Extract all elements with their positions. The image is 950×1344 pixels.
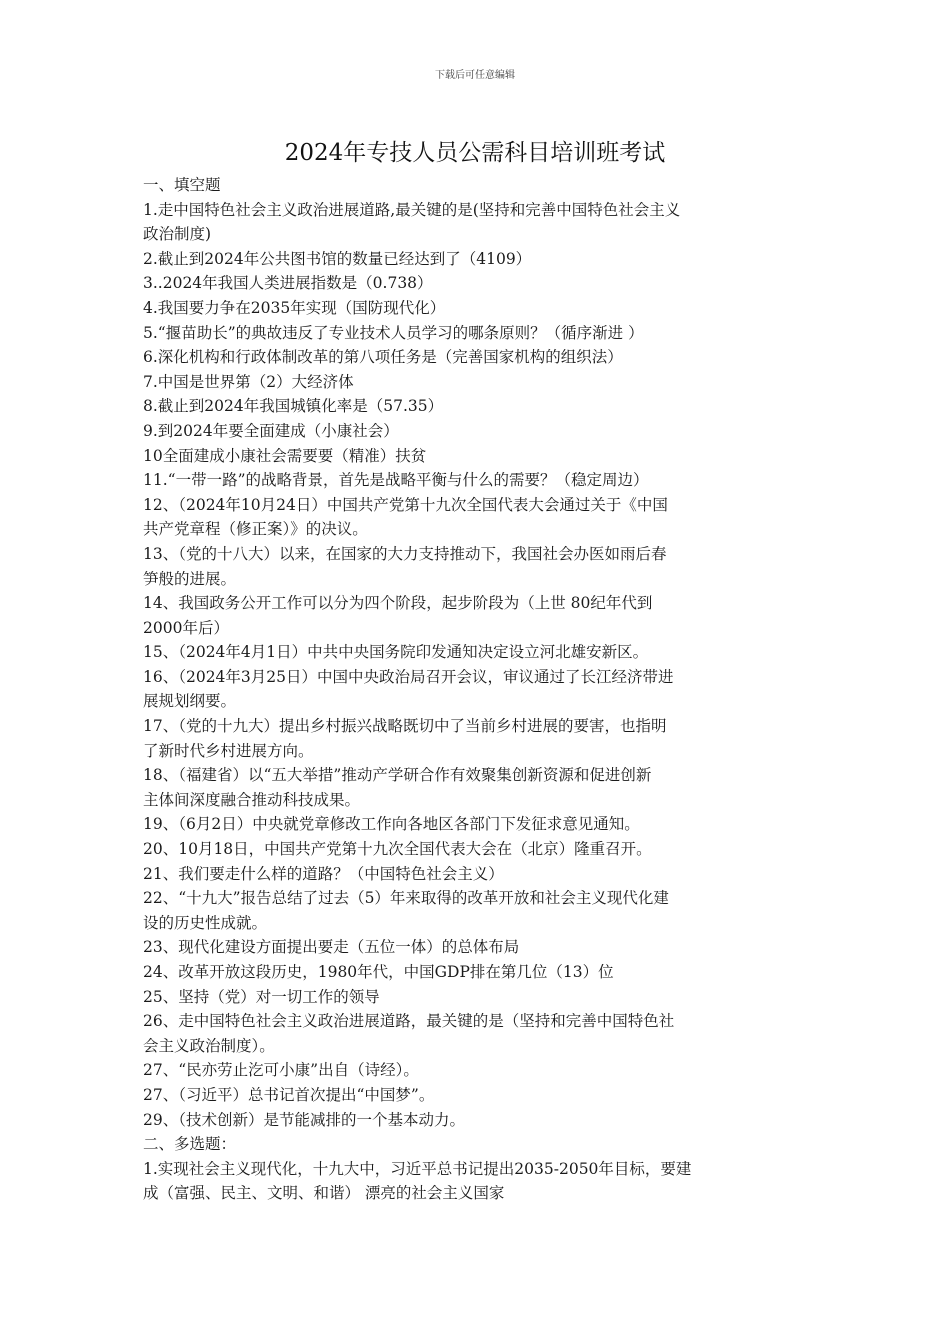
question-line: 14、我国政务公开工作可以分为四个阶段，起步阶段为（上世 80纪年代到	[143, 594, 653, 613]
question-line: 10全面建成小康社会需要要（精准）扶贫	[143, 446, 427, 465]
question-line: 设的历史性成就。	[143, 913, 268, 932]
question-line: 20、10月18日，中国共产党第十九次全国代表大会在（北京）隆重召开。	[143, 840, 652, 859]
section-heading: 一、填空题	[143, 176, 221, 194]
document-title: 2024年专技人员公需科目培训班考试	[284, 140, 666, 166]
question-line: 12、（2024年10月24日）中国共产党第十九次全国代表大会通过关于《中国	[143, 495, 668, 514]
question-line: 会主义政治制度）。	[143, 1036, 275, 1055]
question-line: 2.截止到2024年公共图书馆的数量已经达到了（4109）	[143, 249, 532, 268]
question-line: 18、（福建省）以“五大举措”推动产学研合作有效聚集创新资源和促进创新	[143, 766, 652, 785]
question-line: 25、坚持（党）对一切工作的领导	[143, 987, 380, 1006]
question-line: 展规划纲要。	[143, 692, 237, 711]
question-line: 11.“一带一路”的战略背景，首先是战略平衡与什么的需要？（稳定周边）	[143, 471, 649, 490]
question-line: 8.截止到2024年我国城镇化率是（57.35）	[143, 397, 444, 416]
question-line: 3..2024年我国人类进展指数是（0.738）	[143, 274, 433, 293]
question-line: 2000年后）	[143, 618, 229, 637]
question-line: 5.“揠苗助长”的典故违反了专业技术人员学习的哪条原则？（循序渐进 ）	[143, 323, 644, 342]
question-line: 27、“民亦劳止汔可小康”出自（诗经）。	[143, 1061, 419, 1080]
question-line: 27、（习近平）总书记首次提出“中国梦”。	[143, 1085, 435, 1104]
section-heading: 二、多选题：	[143, 1135, 237, 1154]
question-line: 15、（2024年4月1日）中共中央国务院印发通知决定设立河北雄安新区。	[143, 643, 649, 662]
question-line: 16、（2024年3月25日）中国中央政治局召开会议，审议通过了长江经济带进	[143, 667, 674, 686]
question-line: 4.我国要力争在2035年实现（国防现代化）	[143, 298, 446, 317]
question-line: 29、（技术创新）是节能减排的一个基本动力。	[143, 1110, 465, 1129]
question-line: 9.到2024年要全面建成（小康社会）	[143, 421, 399, 440]
question-line: 23、现代化建设方面提出要走（五位一体）的总体布局	[143, 938, 520, 957]
question-line: 1.走中国特色社会主义政治进展道路,最关键的是(坚持和完善中国特色社会主义	[143, 200, 681, 219]
question-line: 成（富强、民主、文明、和谐） 漂亮的社会主义国家	[143, 1184, 505, 1203]
question-line: 1.实现社会主义现代化，十九大中，习近平总书记提出2035-2050年目标，要建	[143, 1159, 692, 1178]
question-line: 政治制度)	[143, 225, 212, 244]
question-line: 主体间深度融合推动科技成果。	[143, 790, 361, 809]
question-line: 19、（6月2日）中央就党章修改工作向各地区各部门下发征求意见通知。	[143, 815, 640, 834]
question-line: 笋般的进展。	[143, 569, 237, 588]
question-line: 共产党章程（修正案）》的决议。	[143, 520, 368, 539]
question-line: 了新时代乡村进展方向。	[143, 741, 314, 760]
question-line: 17、（党的十九大）提出乡村振兴战略既切中了当前乡村进展的要害，也指明	[143, 717, 667, 736]
question-line: 26、走中国特色社会主义政治进展道路，最关键的是（坚持和完善中国特色社	[143, 1012, 675, 1031]
question-line: 13、（党的十八大）以来，在国家的大力支持推动下，我国社会办医如雨后春	[143, 544, 667, 563]
question-line: 6.深化机构和行政体制改革的第八项任务是（完善国家机构的组织法）	[143, 348, 623, 367]
page-header-note: 下载后可任意编辑	[435, 70, 515, 81]
question-line: 7.中国是世界第（2）大经济体	[143, 372, 354, 391]
question-line: 24、改革开放这段历史，1980年代，中国GDP排在第几位（13）位	[143, 963, 614, 981]
question-line: 22、“十九大”报告总结了过去（5）年来取得的改革开放和社会主义现代化建	[143, 889, 669, 908]
question-line: 21、我们要走什么样的道路？（中国特色社会主义）	[143, 864, 504, 883]
document-body	[143, 173, 813, 1206]
